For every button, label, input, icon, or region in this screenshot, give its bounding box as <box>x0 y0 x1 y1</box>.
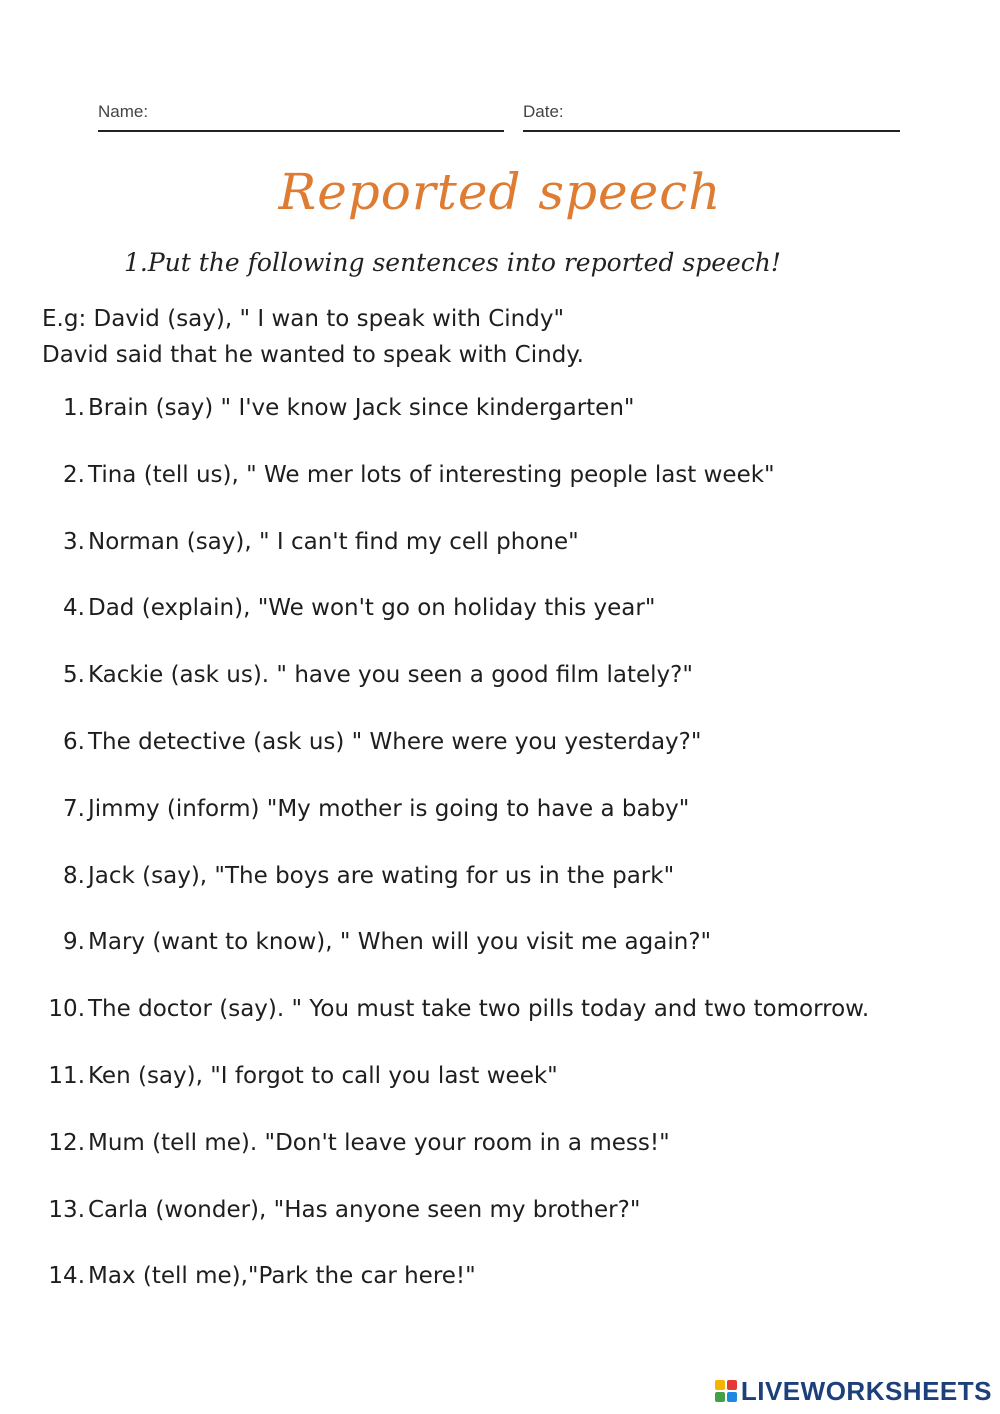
brand-footer <box>715 1376 992 1406</box>
list-item <box>0 662 1000 696</box>
list-item <box>0 1197 1000 1231</box>
list-item <box>0 395 1000 429</box>
item-text: The detective (ask us) " Where were you yesterday?" <box>88 729 702 755</box>
name-field[interactable] <box>98 98 504 132</box>
list-item <box>0 929 1000 963</box>
item-number: 13. <box>48 1196 85 1223</box>
item-number: 3. <box>63 528 85 555</box>
item-number: 2. <box>63 461 85 488</box>
item-number: 5. <box>63 662 85 689</box>
item-text: Dad (explain), "We won't go on holiday this year" <box>88 595 656 622</box>
item-text: Max (tell me),"Park the car here!" <box>88 1263 476 1290</box>
item-number: 4. <box>63 595 85 622</box>
item-text: Jack (say), "The boys are wating for us in the park" <box>88 862 675 889</box>
list-item <box>0 462 1000 496</box>
item-text: Mary (want to know), " When will you visit me again?" <box>88 929 712 956</box>
liveworksheets-logo-icon <box>715 1380 737 1402</box>
name-label: Name: <box>98 102 149 121</box>
item-text: Kackie (ask us). " have you seen a good film lately?" <box>88 662 693 689</box>
list-item <box>0 729 1000 763</box>
list-item <box>0 996 1000 1030</box>
item-number: 6. <box>63 729 85 755</box>
example-line-2: David said that he wanted to speak with Cindy. <box>42 342 584 368</box>
item-text: Norman (say), " I can't find my cell phone" <box>88 528 579 555</box>
list-item <box>0 796 1000 830</box>
brand-text: LIVEWORKSHEETS <box>740 1375 992 1406</box>
worksheet-title: Reported speech <box>278 163 722 221</box>
item-text: Carla (wonder), "Has anyone seen my brother?" <box>88 1196 641 1223</box>
item-number: 8. <box>63 862 85 889</box>
item-text: Jimmy (inform) "My mother is going to have a baby" <box>88 795 690 822</box>
item-text: Brain (say) " I've know Jack since kindergarten" <box>88 395 635 421</box>
list-item <box>0 1063 1000 1097</box>
item-number: 14. <box>48 1263 85 1290</box>
list-item <box>0 595 1000 629</box>
item-number: 7. <box>63 795 85 822</box>
item-number: 9. <box>63 929 85 956</box>
date-field[interactable] <box>523 98 900 132</box>
list-item <box>0 1130 1000 1164</box>
item-number: 1. <box>63 395 85 421</box>
date-label: Date: <box>523 102 564 121</box>
item-text: Ken (say), "I forgot to call you last week" <box>88 1063 558 1089</box>
header-fields <box>98 98 900 132</box>
list-item <box>0 1263 1000 1297</box>
list-item <box>0 863 1000 897</box>
example-line-1: E.g: David (say), " I wan to speak with Cindy" <box>42 306 565 332</box>
item-text: Tina (tell us), " We mer lots of interesting people last week" <box>88 461 775 488</box>
item-text: Mum (tell me). "Don't leave your room in a mess!" <box>88 1129 670 1156</box>
item-number: 11. <box>48 1063 85 1089</box>
list-item <box>0 529 1000 563</box>
item-text: The doctor (say). " You must take two pills today and two tomorrow. <box>88 996 870 1023</box>
instruction: 1.Put the following sentences into reported speech! <box>124 248 781 277</box>
item-number: 10. <box>48 996 85 1023</box>
item-number: 12. <box>48 1129 85 1156</box>
